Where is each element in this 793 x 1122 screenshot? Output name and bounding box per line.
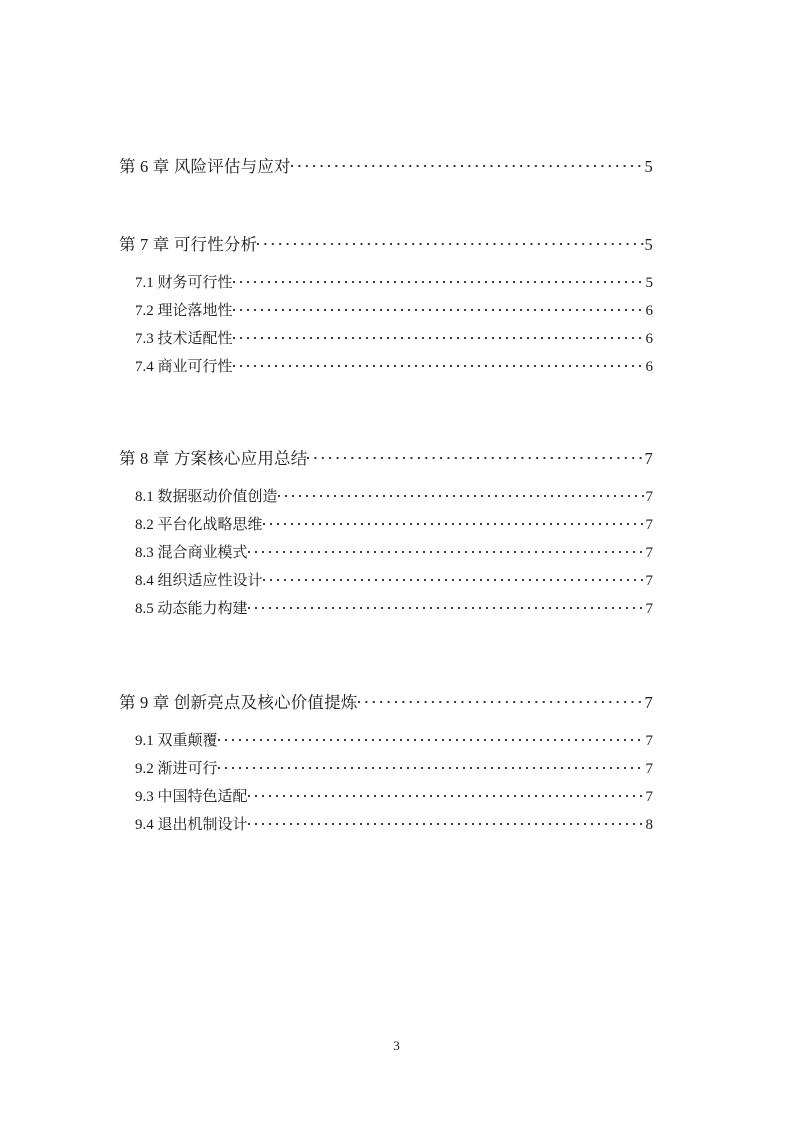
toc-section-page-number: 7 <box>645 789 653 805</box>
toc-section-label: 9.1 双重颠覆 <box>135 733 218 749</box>
dot-leader <box>278 486 645 501</box>
toc-section-entry[interactable] <box>135 595 653 623</box>
toc-chapter-page-number: 7 <box>644 449 653 468</box>
dot-leader <box>218 730 645 745</box>
dot-leader <box>248 786 645 801</box>
dot-leader <box>248 814 645 829</box>
vertical-spacer <box>119 257 653 269</box>
toc-chapter-entry[interactable] <box>119 233 653 257</box>
toc-section-entry[interactable] <box>135 483 653 511</box>
toc-section-entry[interactable] <box>135 755 653 783</box>
vertical-spacer <box>119 715 653 727</box>
toc-chapter-label: 第 6 章 风险评估与应对 <box>119 157 291 176</box>
toc-section-page-number: 7 <box>645 517 653 533</box>
toc-section-page-number: 7 <box>645 761 653 777</box>
toc-section-entry[interactable] <box>135 567 653 595</box>
toc-chapter-label: 第 8 章 方案核心应用总结 <box>119 449 308 468</box>
vertical-spacer <box>119 179 653 233</box>
toc-section-page-number: 7 <box>645 545 653 561</box>
dot-leader <box>263 514 645 529</box>
toc-section-label: 9.2 渐进可行 <box>135 761 218 777</box>
page-number: 3 <box>393 1038 400 1053</box>
toc-chapter-entry[interactable] <box>119 691 653 715</box>
toc-section-entry[interactable] <box>135 511 653 539</box>
toc-section-entry[interactable] <box>135 353 653 381</box>
toc-section-label: 7.4 商业可行性 <box>135 359 233 375</box>
toc-chapter-label: 第 7 章 可行性分析 <box>119 235 258 254</box>
toc-section-label: 7.3 技术适配性 <box>135 331 233 347</box>
toc-section-page-number: 6 <box>645 331 653 347</box>
toc-block-chapter-7 <box>119 233 653 381</box>
dot-leader <box>248 598 645 613</box>
toc-section-label: 8.4 组织适应性设计 <box>135 573 263 589</box>
toc-section-page-number: 6 <box>645 303 653 319</box>
toc-section-page-number: 5 <box>645 275 653 291</box>
dot-leader <box>257 234 643 251</box>
dot-leader <box>358 692 644 709</box>
toc-chapter-page-number: 5 <box>644 235 653 254</box>
vertical-spacer <box>119 381 653 447</box>
toc-section-entry[interactable] <box>135 269 653 297</box>
toc-chapter-label: 第 9 章 创新亮点及核心价值提炼 <box>119 693 358 712</box>
vertical-spacer <box>119 471 653 483</box>
toc-section-entry[interactable] <box>135 783 653 811</box>
toc-section-label: 8.5 动态能力构建 <box>135 601 248 617</box>
toc-chapter-entry[interactable] <box>119 447 653 471</box>
toc-section-label: 7.2 理论落地性 <box>135 303 233 319</box>
dot-leader <box>233 328 645 343</box>
toc-section-entry[interactable] <box>135 325 653 353</box>
toc-chapter-page-number: 5 <box>644 157 653 176</box>
toc-section-label: 8.3 混合商业模式 <box>135 545 248 561</box>
dot-leader <box>307 448 643 465</box>
dot-leader <box>218 758 645 773</box>
toc-section-page-number: 6 <box>645 359 653 375</box>
toc-chapter-entry[interactable] <box>119 155 653 179</box>
toc-section-page-number: 7 <box>645 733 653 749</box>
dot-leader <box>233 300 645 315</box>
toc-section-page-number: 7 <box>645 601 653 617</box>
dot-leader <box>291 156 644 173</box>
dot-leader <box>263 570 645 585</box>
toc-section-entry[interactable] <box>135 811 653 839</box>
toc-section-label: 8.1 数据驱动价值创造 <box>135 489 278 505</box>
dot-leader <box>233 356 645 371</box>
toc-section-label: 8.2 平台化战略思维 <box>135 517 263 533</box>
toc-section-entry[interactable] <box>135 297 653 325</box>
toc-section-page-number: 7 <box>645 573 653 589</box>
toc-chapter-page-number: 7 <box>644 693 653 712</box>
toc-section-entry[interactable] <box>135 727 653 755</box>
toc-block-chapter-8 <box>119 447 653 623</box>
vertical-spacer <box>119 623 653 691</box>
toc-section-page-number: 8 <box>645 817 653 833</box>
toc-block-chapter-9 <box>119 691 653 839</box>
toc-section-label: 7.1 财务可行性 <box>135 275 233 291</box>
toc-section-label: 9.3 中国特色适配 <box>135 789 248 805</box>
toc-section-entry[interactable] <box>135 539 653 567</box>
dot-leader <box>233 272 645 287</box>
toc-block-chapter-6 <box>119 155 653 179</box>
dot-leader <box>248 542 645 557</box>
table-of-contents <box>119 155 653 839</box>
toc-section-page-number: 7 <box>645 489 653 505</box>
toc-section-label: 9.4 退出机制设计 <box>135 817 248 833</box>
